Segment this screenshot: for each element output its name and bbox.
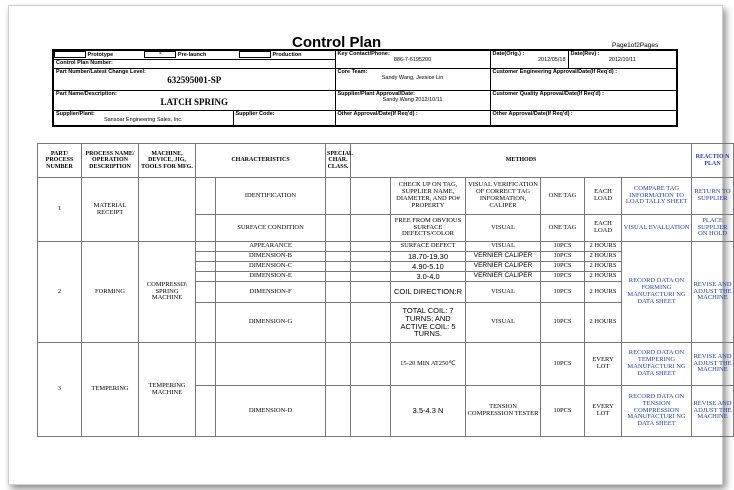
characteristic: DIMENSION-F (216, 282, 326, 303)
supplier-plant-cell (53, 110, 233, 126)
process-name: MATERIAL RECEIPT (82, 178, 139, 242)
other-approval-label: Other Approval/Date(If Req'd) : (335, 110, 490, 126)
evaluation-technique: VERNIER CALIPER (466, 262, 541, 272)
key-contact-label: Key Contact/Phone: (337, 51, 390, 57)
sample-frequency: EACH LOAD (585, 215, 622, 242)
control-method: COMPARE TAG INFORMATION TO LOAD TALLY SHEET (622, 178, 692, 215)
process-number: 2 (38, 242, 82, 343)
control-method: RECORD DATA ON FORMING MANUFACTURI NG DATA SHEET (622, 242, 692, 343)
col-reaction-plan: REACTIO N PLAN (692, 144, 734, 178)
customer-quality-approval-label: Customer Quality Approval/Date(If Req'd) : (490, 90, 677, 110)
specification: 3.5-4.3 N (391, 386, 466, 437)
specification: COIL DIRECTION:R (391, 282, 466, 303)
table-row (38, 178, 734, 215)
part-number-value: 632595001-SP (167, 74, 222, 85)
key-contact-cell (335, 50, 490, 68)
specification: 3.0-4.0 (391, 272, 466, 282)
evaluation-technique: VISUAL (466, 242, 541, 252)
col-characteristics: CHARACTERISTICS (196, 144, 326, 178)
process-number: 1 (38, 178, 82, 242)
prelaunch-label: Pre-launch (177, 51, 207, 58)
col-methods: METHODS (351, 144, 692, 178)
sample-size: 10PCS (541, 386, 585, 437)
process-number: 3 (38, 343, 82, 437)
page-title: Control Plan (292, 34, 382, 51)
supplier-plant-value: Sansoar Engineering Sales, Inc. (103, 116, 183, 123)
characteristic: DIMENSION-D (216, 386, 326, 437)
sample-size: ONE TAG (541, 215, 585, 242)
prototype-checkbox[interactable] (54, 51, 86, 58)
sample-size: 10PCS (541, 262, 585, 272)
evaluation-technique: VISUAL (466, 303, 541, 343)
sample-frequency: EACH LOAD (585, 178, 622, 215)
machine-cell: COMPRESSD\ SPRING MACHINE (139, 242, 196, 343)
core-team-label: Core Team: (337, 68, 368, 75)
supplier-code-label: Supplier Code: (233, 110, 335, 126)
part-number-cell (53, 68, 335, 90)
characteristic: DIMENSION-G (216, 303, 326, 343)
table-row (38, 343, 734, 386)
date-orig-value: 2012/05/18 (537, 57, 566, 63)
table-row (38, 242, 734, 252)
col-special-char: SPECIAL CHAR. CLASS. (326, 144, 351, 178)
sample-size: 10PCS (541, 282, 585, 303)
characteristic: IDENTIFICATION (216, 178, 326, 215)
date-rev-label: Date(Rev) : (570, 51, 600, 57)
characteristic (216, 343, 326, 386)
part-name-cell (53, 90, 335, 110)
reaction-plan: REVISE AND ADJUST THE MACHINE (692, 386, 734, 437)
sample-size: 10PCS (541, 272, 585, 282)
specification: TOTAL COIL: 7 TURNS; AND ACTIVE COIL: 5 TURNS. (391, 303, 466, 343)
characteristic: DIMENSION-C (216, 262, 326, 272)
prelaunch-checkbox[interactable]: × (144, 51, 176, 58)
part-number-label: Part Number/Latest Change Level: (56, 68, 146, 75)
specification: 18.70-19.30 (391, 252, 466, 262)
sample-frequency: 2 HOURS (585, 242, 622, 252)
process-name: FORMING (82, 242, 139, 343)
specification: CHECK UP ON TAG, SUPPLIER NAME, DIAMETER, AND PO# PROPERTY (391, 178, 466, 215)
control-plan-table (37, 143, 734, 437)
control-method: RECORD DATA ON TEMPERING MANUFACTURI NG DATA SHEET (622, 343, 692, 386)
evaluation-technique (466, 343, 541, 386)
supplier-plant-label: Supplier/Plant: (56, 110, 95, 117)
sample-size: 10PCS (541, 242, 585, 252)
key-contact-value: 886-7-6195200 (393, 57, 432, 63)
control-method: VISUAL EVALUATION (622, 215, 692, 242)
characteristic: DIMENSION-E (216, 272, 326, 282)
characteristic: SURFACE CONDITION (216, 215, 326, 242)
machine-cell: TEMPERING MACHINE (139, 343, 196, 437)
sample-frequency: 2 HOURS (585, 282, 622, 303)
control-plan-number-label: Control Plan Number: (53, 59, 335, 68)
sample-size: ONE TAG (541, 178, 585, 215)
part-name-value: LATCH SPRING (160, 96, 229, 107)
sample-frequency: 2 HOURS (585, 252, 622, 262)
sample-frequency: EVERY LOT (585, 386, 622, 437)
sample-frequency: 2 HOURS (585, 262, 622, 272)
col-process-name: PROCESS NAME/ OPERATION DESCRIPTION (82, 144, 139, 178)
reaction-plan: REVISE AND ADJUST THE MACHINE (692, 343, 734, 386)
specification: FREE FROM OBVIOUS SURFACE DEFECTS/COLOR (391, 215, 466, 242)
specification: 15-20 MIN AT250℃ (391, 343, 466, 386)
col-machine: MACHINE, DEVICE, JIG, TOOLS FOR MFG. (139, 144, 196, 178)
sample-size: 10PCS (541, 303, 585, 343)
supplier-approval-cell (335, 90, 490, 110)
reaction-plan: RETURN TO SUPPLIER (692, 178, 734, 215)
process-name: TEMPERING (82, 343, 139, 437)
sample-size: 10PCS (541, 343, 585, 386)
production-checkbox[interactable] (239, 51, 271, 58)
specification: 4.90-5.10 (391, 262, 466, 272)
characteristic: APPEARANCE (216, 242, 326, 252)
supplier-approval-label: Supplier/Plant Approval/Date: (337, 90, 415, 97)
date-rev-cell (568, 50, 677, 68)
supplier-approval-value: Sandy Wang 2012/10/11 (382, 96, 443, 103)
core-team-cell (335, 68, 490, 90)
core-team-value: Sandy Wang, Jessice Lin (381, 74, 444, 81)
date-orig-label: Date(Orig.) : (492, 51, 525, 57)
evaluation-technique: VISUAL (466, 215, 541, 242)
page-indicator: Page1of2Pages (612, 42, 659, 49)
col-part-process-number: PART/ PROCESS NUMBER (38, 144, 82, 178)
production-label: Production (272, 51, 302, 58)
characteristic: DIMENSION-B (216, 252, 326, 262)
specification: SURFACE DEFECT (391, 242, 466, 252)
evaluation-technique: VISUAL (466, 282, 541, 303)
part-name-label: Part Name/Description: (56, 90, 117, 97)
reaction-plan: REVISE AND ADJUST THE MACHINE (692, 242, 734, 343)
other-approval-2-label: Other Approval/Date(If Req'd) : (490, 110, 677, 126)
reaction-plan: PLACE SUPPLIER ON HOLD (692, 215, 734, 242)
sample-size: 10PCS (541, 252, 585, 262)
sample-frequency: 2 HOURS (585, 303, 622, 343)
evaluation-technique: VERNIER CALIPER (466, 272, 541, 282)
evaluation-technique: VISUAL VERIFICATION OF CORRECT TAG INFORMATION, CALIPER (466, 178, 541, 215)
customer-eng-approval-label: Customer Engineering Approval/Date(If Req'd) : (490, 68, 677, 90)
date-rev-value: 2012/10/11 (608, 57, 636, 63)
machine-cell (139, 178, 196, 242)
evaluation-technique: TENSION COMPRESSION TESTER (466, 386, 541, 437)
header-table (52, 49, 678, 127)
date-orig-cell (490, 50, 568, 68)
sample-frequency: 2 HOURS (585, 272, 622, 282)
evaluation-technique: VERNIER CALIPER (466, 252, 541, 262)
control-method: RECORD DATA ON TENSION COMPRESSION MANUFACTURI NG DATA SHEET (622, 386, 692, 437)
prototype-label: Prototype (87, 51, 114, 58)
sample-frequency: EVERY LOT (585, 343, 622, 386)
